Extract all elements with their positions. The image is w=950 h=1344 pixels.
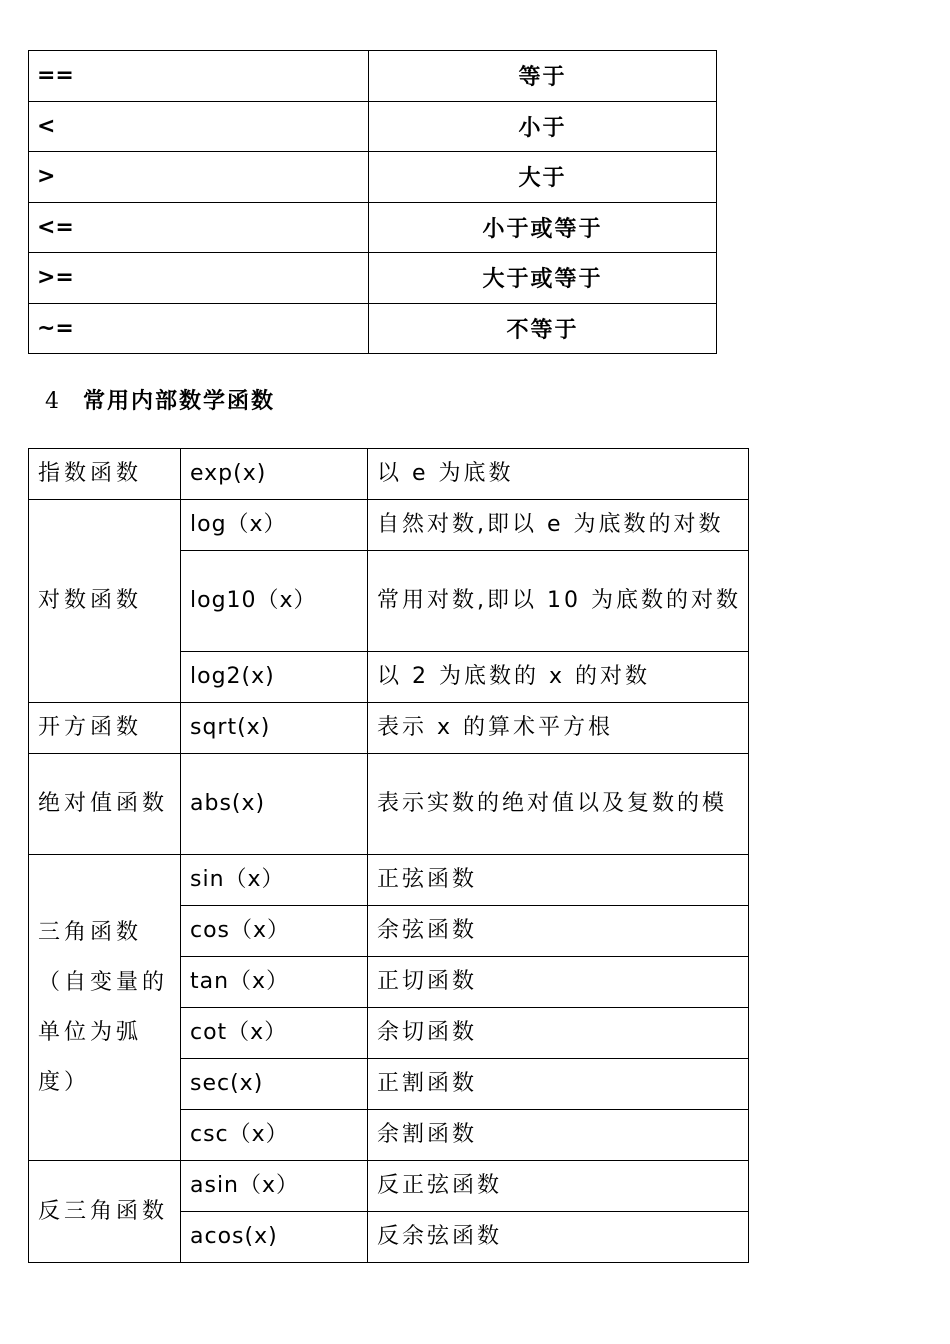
function-name: tan（x） xyxy=(181,957,368,1008)
function-name: cot（x） xyxy=(181,1008,368,1059)
function-name: abs(x) xyxy=(181,754,368,855)
operator-meaning: 不等于 xyxy=(369,303,717,354)
operator-meaning: 小于 xyxy=(369,101,717,152)
category-cell: 指数函数 xyxy=(29,449,181,500)
table-row xyxy=(29,449,749,500)
section-heading xyxy=(45,384,275,415)
function-description: 以 2 为底数的 x 的对数 xyxy=(368,652,749,703)
table-row xyxy=(29,152,717,203)
function-name: log2(x) xyxy=(181,652,368,703)
function-name: asin（x） xyxy=(181,1161,368,1212)
section-title: 常用内部数学函数 xyxy=(83,389,276,414)
category-cell: 三角函数（自变量的单位为弧度） xyxy=(29,855,181,1161)
function-description: 正割函数 xyxy=(368,1059,749,1110)
function-name: exp(x) xyxy=(181,449,368,500)
section-number: 4 xyxy=(45,389,61,414)
math-functions-table xyxy=(28,448,749,1263)
function-description: 余割函数 xyxy=(368,1110,749,1161)
table-row xyxy=(29,703,749,754)
function-description: 余切函数 xyxy=(368,1008,749,1059)
table-row xyxy=(29,303,717,354)
operator-meaning: 大于 xyxy=(369,152,717,203)
operator-meaning: 大于或等于 xyxy=(369,253,717,304)
function-description: 常用对数,即以 10 为底数的对数 xyxy=(368,551,749,652)
function-name: acos(x) xyxy=(181,1212,368,1263)
function-description: 表示 x 的算术平方根 xyxy=(368,703,749,754)
operator-meaning: 小于或等于 xyxy=(369,202,717,253)
function-description: 反正弦函数 xyxy=(368,1161,749,1212)
category-cell: 开方函数 xyxy=(29,703,181,754)
operator-meaning: 等于 xyxy=(369,51,717,102)
function-description: 正切函数 xyxy=(368,957,749,1008)
operator-symbol: > xyxy=(29,152,369,203)
function-name: log（x） xyxy=(181,500,368,551)
table-row xyxy=(29,500,749,551)
operator-symbol: <= xyxy=(29,202,369,253)
table-row xyxy=(29,754,749,855)
function-description: 自然对数,即以 e 为底数的对数 xyxy=(368,500,749,551)
operator-symbol: == xyxy=(29,51,369,102)
category-cell: 反三角函数 xyxy=(29,1161,181,1263)
table-row xyxy=(29,202,717,253)
function-description: 余弦函数 xyxy=(368,906,749,957)
function-description: 正弦函数 xyxy=(368,855,749,906)
function-description: 表示实数的绝对值以及复数的模 xyxy=(368,754,749,855)
category-cell: 绝对值函数 xyxy=(29,754,181,855)
function-name: sec(x) xyxy=(181,1059,368,1110)
operator-symbol: >= xyxy=(29,253,369,304)
table-row xyxy=(29,101,717,152)
table-row xyxy=(29,253,717,304)
table-row xyxy=(29,855,749,906)
function-description: 反余弦函数 xyxy=(368,1212,749,1263)
function-description: 以 e 为底数 xyxy=(368,449,749,500)
function-name: csc（x） xyxy=(181,1110,368,1161)
table-row xyxy=(29,51,717,102)
table-row xyxy=(29,1161,749,1212)
function-name: log10（x） xyxy=(181,551,368,652)
operator-symbol: ~= xyxy=(29,303,369,354)
function-name: cos（x） xyxy=(181,906,368,957)
operator-symbol: < xyxy=(29,101,369,152)
category-cell: 对数函数 xyxy=(29,500,181,703)
function-name: sqrt(x) xyxy=(181,703,368,754)
comparison-operators-table xyxy=(28,50,717,354)
function-name: sin（x） xyxy=(181,855,368,906)
